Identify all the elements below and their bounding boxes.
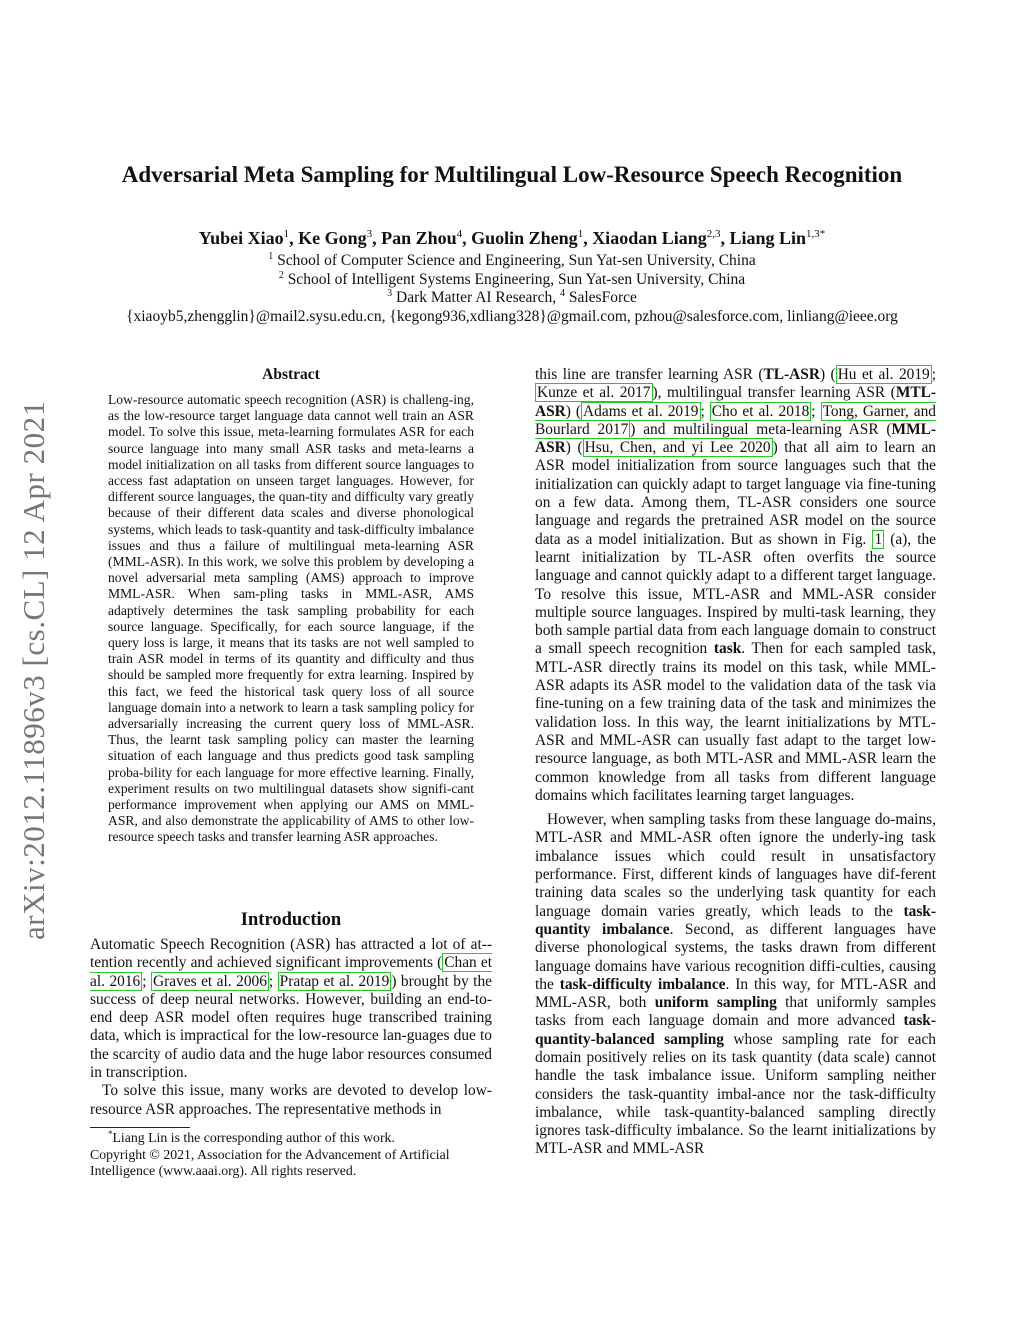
citation-link[interactable]: Cho et al. 2018	[711, 402, 810, 420]
author-affil-sup: 3	[366, 228, 373, 240]
author-affil-sup: 4	[456, 228, 463, 240]
affil-sup: 2	[278, 269, 284, 281]
intro-paragraph-2: To solve this issue, many works are devoted to develop low-resource ASR approaches. The representative methods in	[90, 1082, 492, 1118]
affiliations	[60, 252, 964, 326]
footnotes	[90, 1130, 492, 1180]
figure-reference-link[interactable]: 1	[874, 530, 883, 548]
citation-link[interactable]: Graves et al. 2006	[153, 972, 267, 990]
bold-term: TL-ASR	[763, 366, 820, 383]
citation-link[interactable]: Pratap et al. 2019	[279, 972, 390, 990]
author: Yubei Xiao	[198, 228, 284, 248]
author-list: Yubei Xiao$^1$, Ke Gong$^3$, Pan Zhou$^4$, Guolin Zheng$^1$, Xiaodan Liang$^{2,3}$, Liang Lin$^{1,3*}$	[198, 228, 826, 248]
author-affil-sup: 2,3	[706, 228, 721, 240]
affiliation-line	[60, 271, 964, 290]
citation-link[interactable]: Adams et al. 2019	[583, 402, 699, 420]
affiliation-line	[60, 252, 964, 271]
author-affil-sup: 1	[283, 228, 290, 240]
intro-paragraph-1: Automatic Speech Recognition (ASR) has attracted a lot of at-tention recently and achieved significant improvements ( Chan et al. 2016 ; Graves et al. 2006 ; Pratap et al. 2019 ) brought by the success of deep neural networks. However, building an end-to-end deep ASR model often requires huge transcribed training data, which is impractical for the low-resource lan-guages due to the scarcity of audio data and the huge labor resources consumed in transcription.	[90, 936, 492, 1082]
affiliation-1: School of Computer Science and Engineering, Sun Yat-sen University, China	[277, 252, 756, 269]
citation-link[interactable]: Hu et al. 2019	[837, 366, 930, 383]
bold-term: task-difficulty imbalance	[559, 975, 726, 993]
citation-link[interactable]: Kunze et al. 2017	[537, 384, 651, 402]
bold-term: task	[713, 640, 742, 658]
text-run: (a), the learnt initialization by TL-ASR often overfits the source language and cannot quickly adapt to a different target language. To resolve this issue, MTL-ASR and MML-ASR consider multiple source languages. Inspired by multi-task learning, they both sample partial data from each language domain to construct a small speech recognition	[535, 530, 936, 658]
affil-sup: 3	[387, 288, 393, 299]
corresponding-author-note	[90, 1130, 492, 1147]
text-run: that uniformly samples tasks from each language domain and more advanced	[535, 994, 937, 1030]
bold-term: MML-ASR	[535, 420, 936, 457]
text-run: ), multilingual transfer learning ASR (	[652, 384, 896, 402]
text-run: Automatic Speech Recognition (ASR) has attracted a lot of at-tention recently and achieved significant improvements (	[90, 936, 492, 972]
bold-term: MTL-ASR	[535, 384, 937, 420]
bold-term: task-quantity imbalance	[535, 902, 936, 938]
copyright-note: Copyright © 2021, Association for the Advancement of Artificial Intelligence (www.aaai.org). All rights reserved.	[90, 1146, 450, 1178]
text-run: ) that all aim to learn an ASR model initialization from source languages such that the initialization can quickly adapt to target language via fine-tuning on a few data. Among them, TL-ASR considers one source language and regards the pretrained ASR model on the source data as a model initialization. But as shown in Fig.	[535, 439, 936, 548]
affiliation-3: Dark Matter AI Research,	[396, 289, 557, 306]
author: Guolin Zheng	[471, 228, 578, 248]
affil-sup: 4	[559, 288, 565, 299]
citation-link[interactable]: Tong, Garner, and Bourlard 2017	[535, 402, 936, 438]
text-run: However, when sampling tasks from these language do-mains, MTL-ASR and MML-ASR often ignore the underly-ing task imbalance issues which could result in unsatisfactory performance. First, different kinds of languages have dif-ferent training data scales so the underlying task quantity for each language domain varies greatly, which leads to the	[535, 811, 936, 920]
introduction-text	[90, 936, 492, 1119]
footnote-mark: *	[108, 1129, 113, 1139]
text-run: whose sampling rate for each domain positively relies on its task quantity (data scale) cannot handle the task imbalance issue. Uniform sampling neither considers the task-quantity imbal-ance nor the task-difficulty imbalance, while task-quantity-balanced sampling directly ignores task-difficulty imbalance. So the learnt initializations by MTL-ASR and MML-ASR	[535, 1030, 936, 1158]
footnote-text: Liang Lin is the corresponding author of this work.	[112, 1130, 395, 1145]
citation-link[interactable]: Hsu, Chen, and yi Lee 2020	[584, 439, 771, 457]
introduction-heading: Introduction	[240, 910, 342, 930]
text-run: . Second, as different languages have diverse phonological systems, the tasks drawn from different language domains have various recognition diffi-culties, causing the	[535, 920, 937, 993]
text-run: ) and multilingual meta-learning ASR (	[630, 420, 892, 438]
affiliation-4: SalesForce	[568, 289, 637, 306]
right-paragraph-2	[535, 811, 936, 1159]
bold-term: uniform sampling	[654, 994, 777, 1012]
affiliation-line	[60, 289, 964, 308]
author: Xiaodan Liang	[592, 228, 707, 248]
author-emails: {xiaoyb5,zhengglin}@mail2.sysu.edu.cn, {kegong936,xdliang328}@gmail.com, pzhou@salesforce.com, linliang@ieee.org	[126, 307, 898, 325]
text-run: . In this way, for MTL-ASR and MML-ASR, both	[535, 975, 936, 1012]
author: Liang Lin	[729, 228, 807, 248]
affiliation-2: School of Intelligent Systems Engineering, Sun Yat-sen University, China	[287, 270, 746, 288]
right-column-text	[535, 366, 936, 1159]
text-run: ) (	[819, 366, 836, 383]
text-run: ) brought by the success of deep neural networks. However, building an end-to-end deep ASR model often requires huge transcribed training data, which is impractical for the low-resource lan-guages due to the scarcity of audio data and the huge labor resources consumed in transcription.	[90, 972, 492, 1082]
text-run: this line are transfer learning ASR (	[535, 366, 764, 383]
author: Pan Zhou	[381, 228, 457, 248]
author: Ke Gong	[298, 228, 367, 248]
abstract-heading: Abstract	[262, 366, 320, 383]
right-paragraph-1: this line are transfer learning ASR (TL-ASR) ( Hu et al. 2019 ; Kunze et al. 2017 ), multilingual transfer learning ASR (MTL-ASR) ( Adams et al. 2019 ; Cho et al. 2018 ; Tong, Garner, and Bourlard 2017 ) and multilingual meta-learning ASR (MML-ASR) ( Hsu, Chen, and yi Lee 2020 ) that all aim to learn an ASR model initialization from source languages such that the initialization can quickly adapt to target language via fine-tuning on a few data. Among them, TL-ASR considers one source language and regards the pretrained ASR model on the source data as a model initialization. But as shown in Fig. 1 (a), the learnt initialization by TL-ASR often overfits the source language and cannot quickly adapt to a different target language. To resolve this issue, MTL-ASR and MML-ASR consider multiple source languages. Inspired by multi-task learning, they both sample partial data from each language domain to construct a small speech recognition task. Then for each sampled task, MTL-ASR directly trains its model on this task, while MML-ASR adapts its ASR model to the validation data of the task via fine-tuning on a few training data of the task and minimizes the validation loss. In this way, the learnt initializations by MTL-ASR and MML-ASR can usually fast adapt to the target low-resource language, as both MTL-ASR and MML-ASR learn the common knowledge from all tasks from different language domains which facilitates learning target languages.	[535, 366, 937, 804]
paper-title: Adversarial Meta Sampling for Multilingual Low-Resource Speech Recognition	[121, 162, 903, 187]
author-affil-sup: 1,3*	[806, 228, 826, 240]
abstract-text: Low-resource automatic speech recognition (ASR) is challeng-ing, as the low-resource target language data cannot well train an ASR model. To solve this issue, meta-learning formulates ASR for each source language into many small ASR tasks and meta-learns a model initialization on all tasks from different source languages to access fast adaptation on unseen target languages. However, for different source languages, the quan-tity and difficulty vary greatly because of their different data scales and diverse phonological systems, which leads to task-quantity and task-difficulty imbalance issues and thus a failure of multilingual meta-learning ASR (MML-ASR). In this work, we solve this problem by developing a novel adversarial meta sampling (AMS) approach to improve MML-ASR. When sam-pling tasks in MML-ASR, AMS adaptively determines the task sampling probability for each source language. Specifically, for each source language, if the query loss is large, it means that its tasks are not well sampled to train ASR model in terms of its quantity and difficulty and thus should be sampled more frequently for extra learning. Inspired by this fact, we feed the historical task query loss of all source language domain into a network to learn a task sampling policy for adversarially increasing the current query loss of MML-ASR. Thus, the learnt task sampling policy can master the learning situation of each language and thus predicts good task sampling proba-bility for each language for more effective learning. Finally, experiment results on two multilingual datasets show signifi-cant performance improvement when applying our AMS on MML-ASR, and also demonstrate the applicability of AMS to other low-resource speech tasks and transfer learning ASR approaches.	[108, 392, 474, 845]
footnote-divider	[90, 1127, 190, 1128]
affil-sup: 1	[268, 251, 274, 262]
arxiv-identifier: arXiv:2012.11896v3 [cs.CL] 12 Apr 2021	[16, 400, 51, 940]
author-affil-sup: 1	[577, 228, 584, 240]
citation-link[interactable]: Chan et al. 2016	[90, 954, 492, 990]
bold-term: task-quantity-balanced sampling	[535, 1012, 936, 1048]
text-run: . Then for each sampled task, MTL-ASR directly trains its model on this task, while MML-ASR adapts its ASR model to the validation data of the task via fine-tuning on a few training data of the task and minimizes the validation loss. In this way, the learnt initializations by MTL-ASR and MML-ASR can usually fast adapt to the target low-resource language, as both MTL-ASR and MML-ASR learn the common knowledge from all tasks from different language domains which facilitates learning target languages.	[535, 640, 936, 804]
